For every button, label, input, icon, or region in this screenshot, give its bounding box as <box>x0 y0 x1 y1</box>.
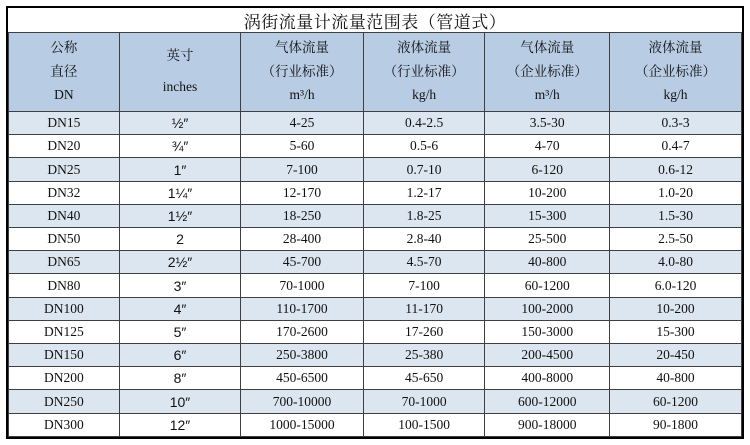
cell-inches: 2½″ <box>119 251 241 274</box>
header-line: （企业标准） <box>506 63 588 79</box>
cell-inches: 12″ <box>119 413 241 436</box>
cell-gas-industry: 170-2600 <box>241 320 363 343</box>
cell-dn: DN125 <box>9 320 120 343</box>
cell-gas-enterprise: 600-12000 <box>485 390 610 413</box>
cell-gas-enterprise: 40-800 <box>485 251 610 274</box>
table-row <box>9 274 742 297</box>
table-row <box>9 228 742 251</box>
cell-liquid-industry: 0.4-2.5 <box>363 112 485 135</box>
cell-inches: 2 <box>119 228 241 251</box>
cell-liquid-industry: 70-1000 <box>363 390 485 413</box>
header-line: inches <box>162 79 198 95</box>
cell-gas-industry: 700-10000 <box>241 390 363 413</box>
table-row <box>9 135 742 158</box>
cell-gas-industry: 250-3800 <box>241 344 363 367</box>
cell-dn: DN150 <box>9 344 120 367</box>
header-cell-gas-industry <box>241 33 363 112</box>
header-line: 公称 <box>50 40 78 56</box>
cell-liquid-industry: 45-650 <box>363 367 485 390</box>
cell-inches: ¾″ <box>119 135 241 158</box>
cell-gas-enterprise: 3.5-30 <box>485 112 610 135</box>
cell-liquid-enterprise: 4.0-80 <box>610 251 742 274</box>
cell-gas-industry: 70-1000 <box>241 274 363 297</box>
table-row <box>9 367 742 390</box>
cell-dn: DN300 <box>9 413 120 436</box>
cell-liquid-enterprise: 1.5-30 <box>610 204 742 227</box>
cell-gas-industry: 18-250 <box>241 204 363 227</box>
header-line: 液体流量 <box>648 40 703 56</box>
cell-gas-enterprise: 15-300 <box>485 204 610 227</box>
cell-gas-enterprise: 900-18000 <box>485 413 610 436</box>
cell-gas-enterprise: 4-70 <box>485 135 610 158</box>
header-cell-liquid-industry <box>363 33 485 112</box>
cell-inches: 10″ <box>119 390 241 413</box>
cell-liquid-industry: 2.8-40 <box>363 228 485 251</box>
cell-gas-enterprise: 150-3000 <box>485 320 610 343</box>
cell-dn: DN40 <box>9 204 120 227</box>
header-line: kg/h <box>412 86 437 102</box>
header-cell-dn <box>9 33 120 112</box>
cell-gas-industry: 28-400 <box>241 228 363 251</box>
table-row <box>9 344 742 367</box>
cell-liquid-enterprise: 2.5-50 <box>610 228 742 251</box>
header-cell-gas-enterprise <box>485 33 610 112</box>
header-line: （行业标准） <box>383 63 465 79</box>
cell-liquid-industry: 4.5-70 <box>363 251 485 274</box>
header-line: （企业标准） <box>635 63 717 79</box>
cell-liquid-enterprise: 20-450 <box>610 344 742 367</box>
table-body <box>9 112 742 437</box>
cell-liquid-industry: 0.5-6 <box>363 135 485 158</box>
cell-inches: 4″ <box>119 297 241 320</box>
cell-inches: 1¼″ <box>119 181 241 204</box>
cell-liquid-industry: 100-1500 <box>363 413 485 436</box>
cell-gas-enterprise: 200-4500 <box>485 344 610 367</box>
header-line: DN <box>54 86 74 102</box>
table-row <box>9 181 742 204</box>
cell-dn: DN65 <box>9 251 120 274</box>
header-line: 气体流量 <box>520 40 575 56</box>
cell-liquid-industry: 1.2-17 <box>363 181 485 204</box>
cell-liquid-enterprise: 6.0-120 <box>610 274 742 297</box>
cell-inches: ½″ <box>119 112 241 135</box>
cell-liquid-enterprise: 40-800 <box>610 367 742 390</box>
cell-gas-industry: 12-170 <box>241 181 363 204</box>
header-line: 直径 <box>50 63 78 79</box>
spec-table-frame <box>6 6 744 439</box>
cell-dn: DN50 <box>9 228 120 251</box>
cell-dn: DN25 <box>9 158 120 181</box>
cell-liquid-enterprise: 0.3-3 <box>610 112 742 135</box>
cell-liquid-industry: 17-260 <box>363 320 485 343</box>
cell-gas-industry: 7-100 <box>241 158 363 181</box>
cell-gas-enterprise: 100-2000 <box>485 297 610 320</box>
cell-gas-industry: 45-700 <box>241 251 363 274</box>
table-title: 涡街流量计流量范围表（管道式） <box>8 8 742 32</box>
table-row <box>9 390 742 413</box>
cell-gas-industry: 5-60 <box>241 135 363 158</box>
cell-liquid-enterprise: 90-1800 <box>610 413 742 436</box>
header-line: m³/h <box>534 86 560 102</box>
header-line: kg/h <box>663 86 688 102</box>
cell-inches: 1½″ <box>119 204 241 227</box>
table-header <box>9 33 742 112</box>
cell-dn: DN20 <box>9 135 120 158</box>
table-row <box>9 297 742 320</box>
table-row <box>9 112 742 135</box>
cell-liquid-enterprise: 10-200 <box>610 297 742 320</box>
cell-inches: 8″ <box>119 367 241 390</box>
table-row <box>9 158 742 181</box>
header-cell-inches <box>119 33 241 112</box>
cell-gas-enterprise: 25-500 <box>485 228 610 251</box>
cell-dn: DN15 <box>9 112 120 135</box>
header-cell-liquid-enterprise <box>610 33 742 112</box>
cell-liquid-industry: 11-170 <box>363 297 485 320</box>
table-row <box>9 251 742 274</box>
cell-dn: DN100 <box>9 297 120 320</box>
cell-liquid-industry: 25-380 <box>363 344 485 367</box>
header-line: （行业标准） <box>261 63 343 79</box>
cell-gas-industry: 450-6500 <box>241 367 363 390</box>
table-row <box>9 413 742 436</box>
table-row <box>9 204 742 227</box>
cell-inches: 5″ <box>119 320 241 343</box>
cell-liquid-enterprise: 15-300 <box>610 320 742 343</box>
cell-liquid-industry: 1.8-25 <box>363 204 485 227</box>
header-line: 英寸 <box>166 48 194 64</box>
cell-gas-enterprise: 10-200 <box>485 181 610 204</box>
table-row <box>9 320 742 343</box>
cell-gas-enterprise: 6-120 <box>485 158 610 181</box>
cell-gas-enterprise: 400-8000 <box>485 367 610 390</box>
cell-inches: 3″ <box>119 274 241 297</box>
cell-dn: DN200 <box>9 367 120 390</box>
cell-liquid-industry: 7-100 <box>363 274 485 297</box>
cell-liquid-enterprise: 0.6-12 <box>610 158 742 181</box>
cell-inches: 1″ <box>119 158 241 181</box>
cell-gas-industry: 1000-15000 <box>241 413 363 436</box>
cell-liquid-enterprise: 60-1200 <box>610 390 742 413</box>
cell-liquid-industry: 0.7-10 <box>363 158 485 181</box>
header-line: 液体流量 <box>397 40 452 56</box>
header-line: m³/h <box>289 86 315 102</box>
cell-gas-enterprise: 60-1200 <box>485 274 610 297</box>
cell-dn: DN250 <box>9 390 120 413</box>
cell-dn: DN32 <box>9 181 120 204</box>
header-line: 气体流量 <box>275 40 330 56</box>
cell-liquid-enterprise: 0.4-7 <box>610 135 742 158</box>
cell-gas-industry: 110-1700 <box>241 297 363 320</box>
cell-gas-industry: 4-25 <box>241 112 363 135</box>
cell-inches: 6″ <box>119 344 241 367</box>
flow-range-table <box>8 32 742 437</box>
cell-dn: DN80 <box>9 274 120 297</box>
cell-liquid-enterprise: 1.0-20 <box>610 181 742 204</box>
